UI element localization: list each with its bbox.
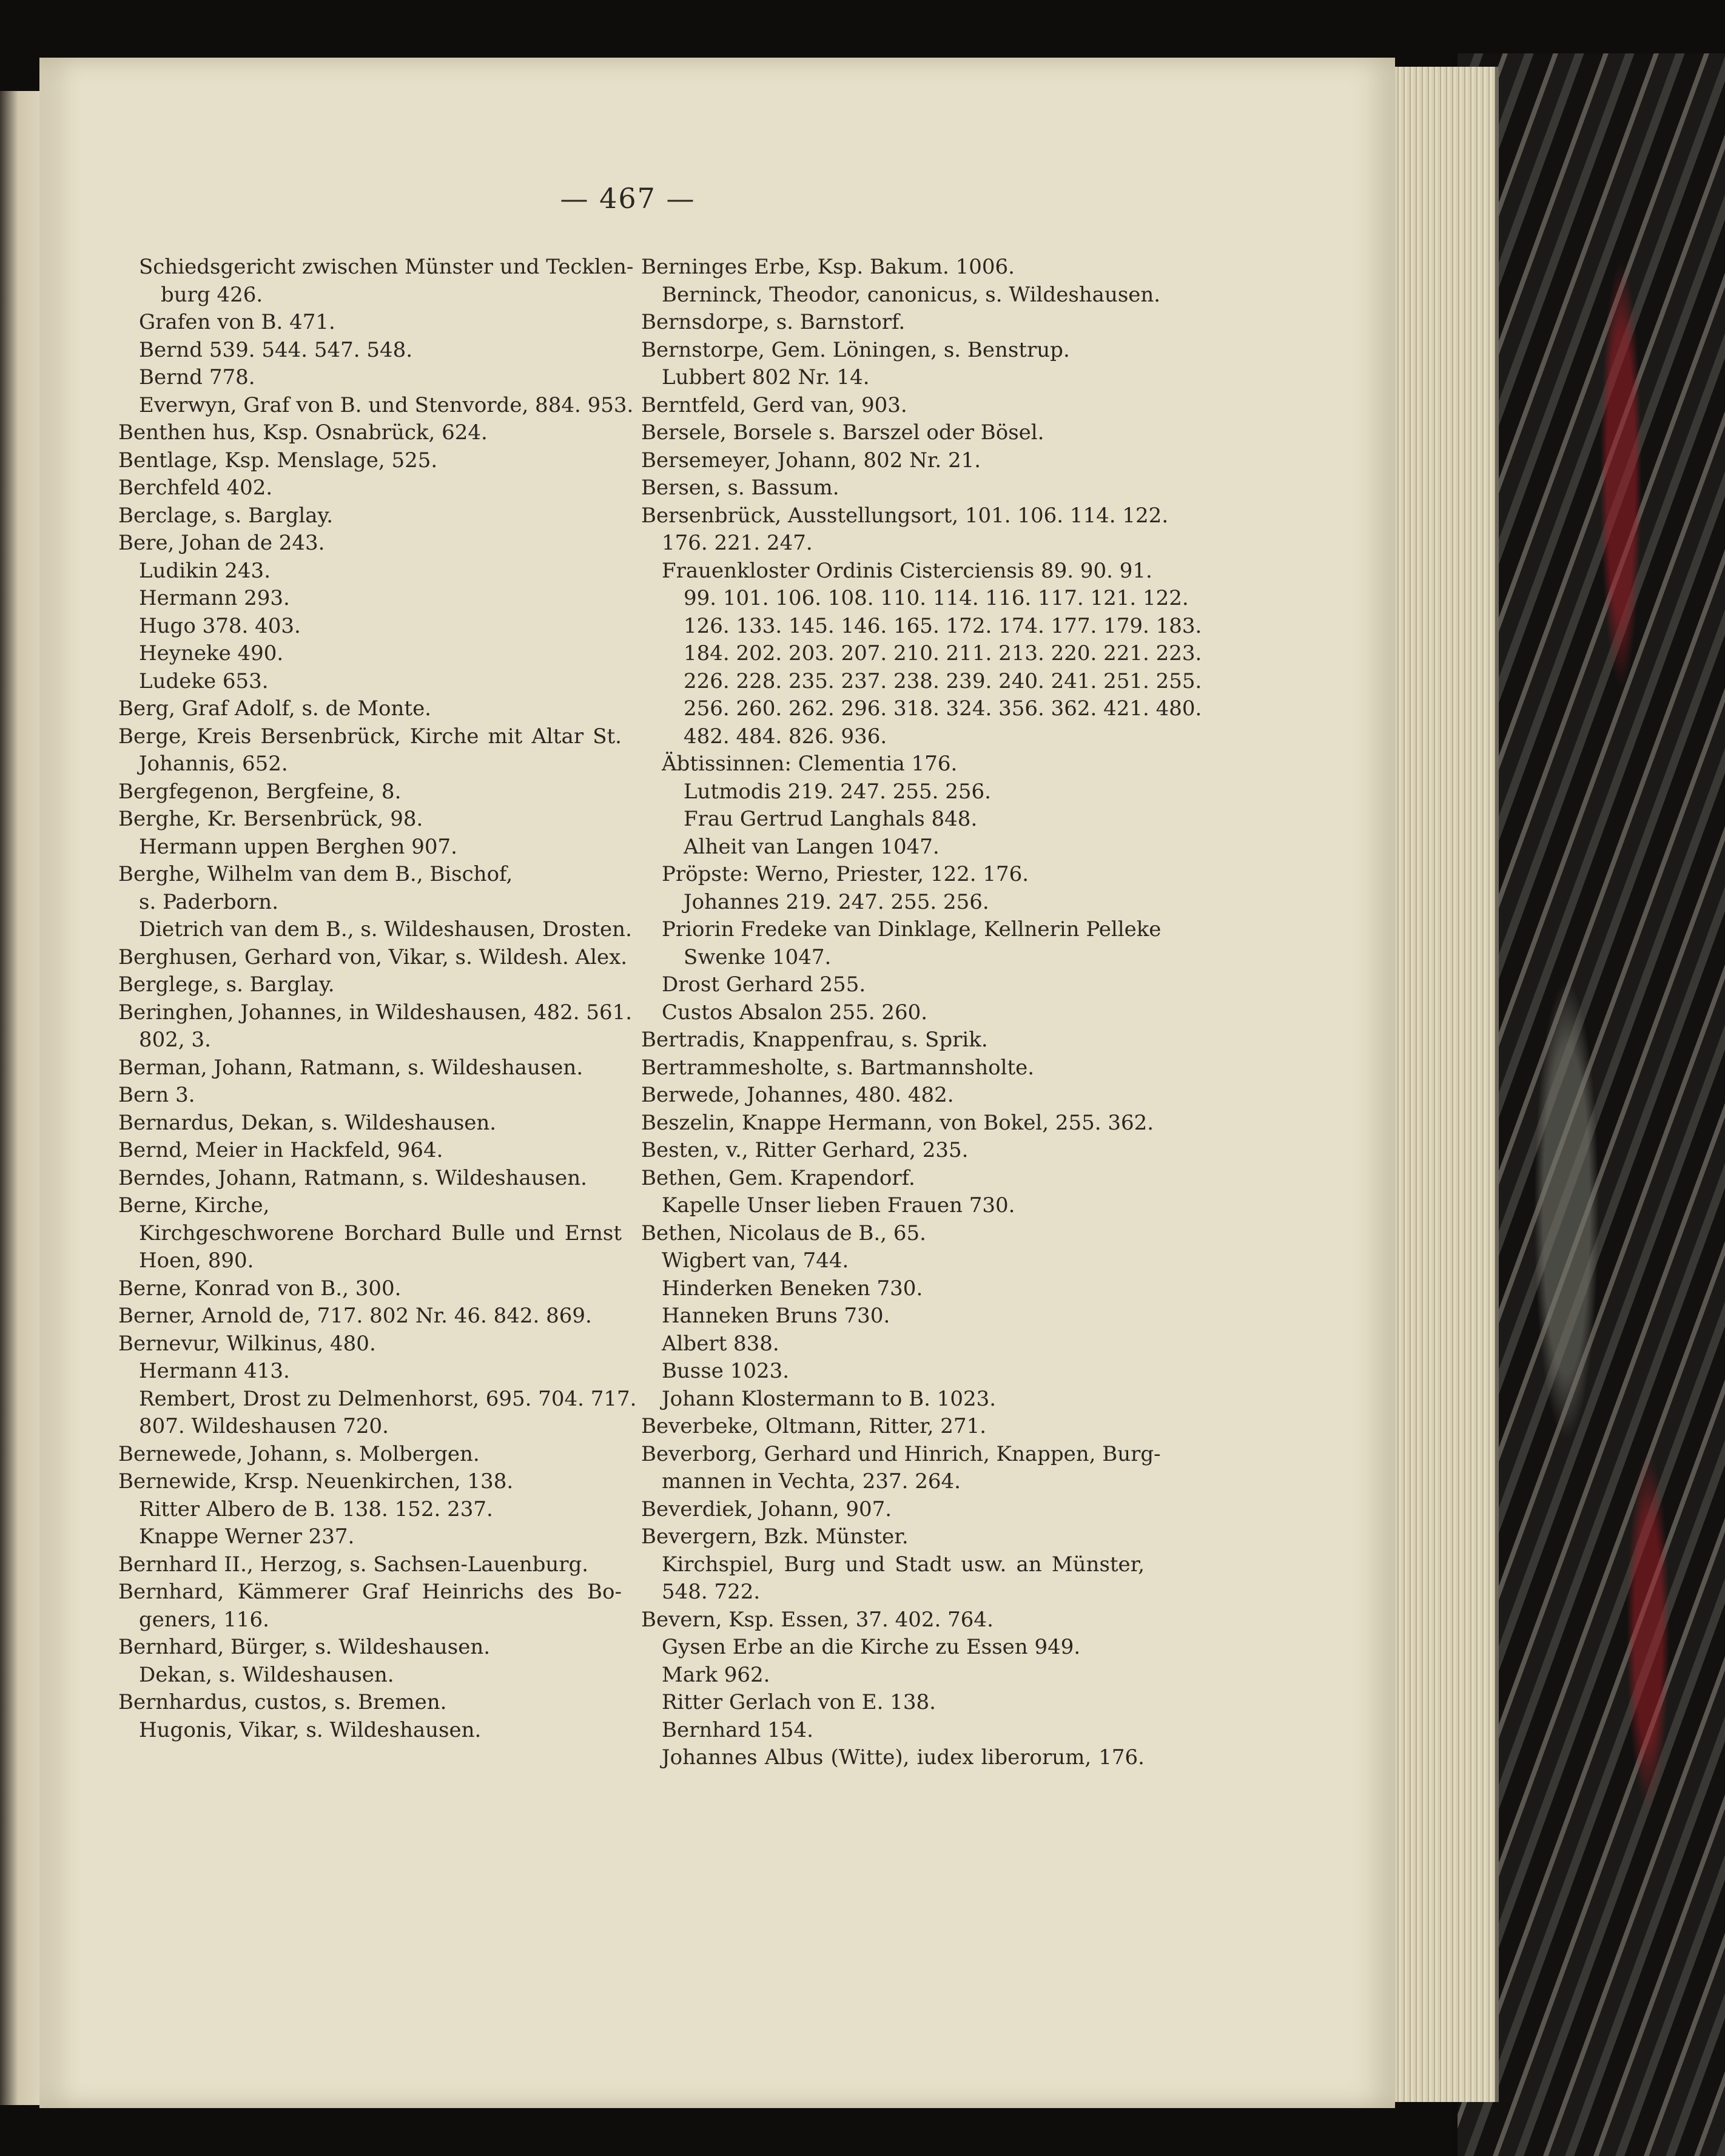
index-entry-line: Kapelle Unser lieben Frauen 730. <box>662 1193 1015 1218</box>
index-entry-line: Bethen, Nicolaus de B., 65. <box>641 1221 926 1245</box>
index-entry-line: Hoen, 890. <box>139 1248 254 1273</box>
index-entry-line: Kirchgeschworene Borchard Bulle und Ernst <box>139 1221 622 1245</box>
index-entry-line: 802, 3. <box>139 1028 211 1052</box>
index-entry-line: Bere, Johan de 243. <box>118 531 325 555</box>
index-entry-line: Bergfegenon, Bergfeine, 8. <box>118 779 402 804</box>
index-entry-line: 548. 722. <box>662 1580 761 1604</box>
index-entry-line: Lubbert 802 Nr. 14. <box>662 365 870 389</box>
index-entry-line: Grafen von B. 471. <box>139 310 335 334</box>
index-entry-line: Bernhard, Bürger, s. Wildeshausen. <box>118 1635 491 1659</box>
index-entry-line: Bertrammesholte, s. Bartmannsholte. <box>641 1055 1035 1080</box>
index-entry-line: Hugo 378. 403. <box>139 613 301 638</box>
index-entry-line: Gysen Erbe an die Kirche zu Essen 949. <box>662 1635 1081 1659</box>
index-entry-line: Berninges Erbe, Ksp. Bakum. 1006. <box>641 255 1015 279</box>
index-entry-line: Hermann 293. <box>139 586 290 610</box>
index-entry-line: Johann Klostermann to B. 1023. <box>662 1386 997 1411</box>
index-entry-line: Berchfeld 402. <box>118 476 273 500</box>
index-entry-line: Hermann uppen Berghen 907. <box>139 834 457 859</box>
index-entry-line: Bersen, s. Bassum. <box>641 476 839 500</box>
index-entry-line: Bernhard, Kämmerer Graf Heinrichs des Bo- <box>118 1580 622 1604</box>
facing-page-edge <box>0 91 45 2105</box>
index-entry-line: Johannis, 652. <box>139 752 288 776</box>
index-entry-line: Rembert, Drost zu Delmenhorst, 695. 704. 717. <box>139 1386 637 1411</box>
index-entry-line: 807. Wildeshausen 720. <box>139 1414 389 1438</box>
index-entry-line: Bernevur, Wilkinus, 480. <box>118 1331 376 1356</box>
index-entry-line: Bernd 778. <box>139 365 255 389</box>
index-entry-line: Berghe, Kr. Bersenbrück, 98. <box>118 807 423 831</box>
index-entry-line: burg 426. <box>161 282 263 307</box>
right-column <box>641 254 1202 1772</box>
index-entry-line: Knappe Werner 237. <box>139 1524 355 1549</box>
index-entry-line: Bersele, Borsele s. Barszel oder Bösel. <box>641 420 1044 445</box>
index-entry-line: Bentlage, Ksp. Menslage, 525. <box>118 448 438 473</box>
index-entry-line: Bertradis, Knappenfrau, s. Sprik. <box>641 1028 988 1052</box>
index-entry-line: Beverdiek, Johann, 907. <box>641 1497 892 1521</box>
index-entry-line: Frauenkloster Ordinis Cisterciensis 89. 90. 91. <box>662 558 1152 583</box>
page-number: — 467 — <box>560 182 696 215</box>
index-entry-line: 99. 101. 106. 108. 110. 114. 116. 117. 121. 122. <box>684 586 1189 610</box>
index-entry-line: Hugonis, Vikar, s. Wildeshausen. <box>139 1717 482 1742</box>
index-entry-line: Johannes 219. 247. 255. 256. <box>684 889 989 914</box>
index-entry-line: Bernhardus, custos, s. Bremen. <box>118 1690 447 1714</box>
index-entry-line: Berntfeld, Gerd van, 903. <box>641 392 907 417</box>
index-entry-line: Bersenbrück, Ausstellungsort, 101. 106. 114. 122. <box>641 503 1169 528</box>
index-entry-line: Berg, Graf Adolf, s. de Monte. <box>118 696 431 721</box>
index-entry-line: Pröpste: Werno, Priester, 122. 176. <box>662 862 1029 886</box>
index-entry-line: Schiedsgericht zwischen Münster und Tecklen- <box>139 255 634 279</box>
index-entry-line: Bernd, Meier in Hackfeld, 964. <box>118 1138 443 1162</box>
index-entry-line: Busse 1023. <box>662 1359 790 1383</box>
index-entry-line: Berner, Arnold de, 717. 802 Nr. 46. 842. 869. <box>118 1304 592 1328</box>
index-entry-line: 256. 260. 262. 296. 318. 324. 356. 362. 421. 480. <box>684 696 1202 721</box>
index-entry-line: Beringhen, Johannes, in Wildeshausen, 482. 561. <box>118 1000 633 1025</box>
index-entry-line: Berndes, Johann, Ratmann, s. Wildeshausen. <box>118 1165 587 1190</box>
index-entry-line: 126. 133. 145. 146. 165. 172. 174. 177. 179. 183. <box>684 613 1202 638</box>
index-entry-line: Bern 3. <box>118 1083 195 1107</box>
index-entry-line: Ritter Gerlach von E. 138. <box>662 1690 936 1714</box>
left-column <box>118 254 637 1744</box>
index-entry-line: Äbtissinnen: Clementia 176. <box>662 752 958 776</box>
index-entry-line: mannen in Vechta, 237. 264. <box>662 1469 961 1494</box>
index-entry-line: Berman, Johann, Ratmann, s. Wildeshausen. <box>118 1055 583 1080</box>
index-entry-line: Benthen hus, Ksp. Osnabrück, 624. <box>118 420 488 445</box>
index-entry-line: Hanneken Bruns 730. <box>662 1304 890 1328</box>
index-entry-line: Bernsdorpe, s. Barnstorf. <box>641 310 906 334</box>
index-entry-line: Custos Absalon 255. 260. <box>662 1000 928 1025</box>
index-entry-line: Alheit van Langen 1047. <box>684 834 940 859</box>
index-entry-line: geners, 116. <box>139 1607 269 1632</box>
index-entry-line: Hermann 413. <box>139 1359 290 1383</box>
index-entry-line: Everwyn, Graf von B. und Stenvorde, 884. 953. <box>139 392 634 417</box>
index-entry-line: Swenke 1047. <box>684 945 832 969</box>
index-entry-line: Berglege, s. Barglay. <box>118 972 335 997</box>
index-entry-line: Bernstorpe, Gem. Löningen, s. Benstrup. <box>641 337 1070 362</box>
index-entry-line: Bevern, Ksp. Essen, 37. 402. 764. <box>641 1607 994 1632</box>
index-entry-line: 176. 221. 247. <box>662 531 813 555</box>
index-entry-line: Berge, Kreis Bersenbrück, Kirche mit Altar St. <box>118 724 622 749</box>
index-entry-line: Bernardus, Dekan, s. Wildeshausen. <box>118 1110 497 1135</box>
index-entry-line: Berninck, Theodor, canonicus, s. Wildeshausen. <box>662 282 1161 307</box>
index-entry-line: Hinderken Beneken 730. <box>662 1276 923 1301</box>
index-entry-line: Beverborg, Gerhard und Hinrich, Knappen, Burg- <box>641 1441 1161 1466</box>
index-entry-line: Berne, Kirche, <box>118 1193 270 1218</box>
index-entry-line: Drost Gerhard 255. <box>662 972 866 997</box>
index-entry-line: Dietrich van dem B., s. Wildeshausen, Drosten. <box>139 917 632 942</box>
index-entry-line: Berwede, Johannes, 480. 482. <box>641 1083 954 1107</box>
index-entry-line: Dekan, s. Wildeshausen. <box>139 1662 394 1687</box>
index-entry-line: Berclage, s. Barglay. <box>118 503 334 528</box>
index-entry-line: Frau Gertrud Langhals 848. <box>684 807 978 831</box>
index-entry-line: 184. 202. 203. 207. 210. 211. 213. 220. 221. 223. <box>684 641 1202 665</box>
index-entry-line: Bernewede, Johann, s. Molbergen. <box>118 1441 480 1466</box>
index-entry-line: s. Paderborn. <box>139 889 279 914</box>
index-entry-line: Bethen, Gem. Krapendorf. <box>641 1165 915 1190</box>
index-entry-line: Wigbert van, 744. <box>662 1248 849 1273</box>
index-entry-line: Besten, v., Ritter Gerhard, 235. <box>641 1138 969 1162</box>
index-entry-line: 482. 484. 826. 936. <box>684 724 887 749</box>
index-entry-line: Bernhard 154. <box>662 1717 813 1742</box>
page-edges <box>1389 67 1499 2102</box>
index-entry-line: Priorin Fredeke van Dinklage, Kellnerin Pelleke <box>662 917 1162 942</box>
index-entry-line: Ritter Albero de B. 138. 152. 237. <box>139 1497 493 1521</box>
index-entry-line: Bernewide, Krsp. Neuenkirchen, 138. <box>118 1469 514 1494</box>
index-entry-line: Heyneke 490. <box>139 641 284 665</box>
index-entry-line: Mark 962. <box>662 1662 770 1687</box>
index-entry-line: Beszelin, Knappe Hermann, von Bokel, 255. 362. <box>641 1110 1154 1135</box>
index-entry-line: Bevergern, Bzk. Münster. <box>641 1524 909 1549</box>
index-entry-line: Beverbeke, Oltmann, Ritter, 271. <box>641 1414 987 1438</box>
index-entry-line: Albert 838. <box>662 1331 779 1356</box>
index-entry-line: Bersemeyer, Johann, 802 Nr. 21. <box>641 448 981 473</box>
index-entry-line: 226. 228. 235. 237. 238. 239. 240. 241. 251. 255. <box>684 669 1202 693</box>
index-entry-line: Johannes Albus (Witte), iudex liberorum, 176. <box>662 1745 1145 1770</box>
index-entry-line: Ludeke 653. <box>139 669 269 693</box>
index-entry-line: Bernd 539. 544. 547. 548. <box>139 337 413 362</box>
index-entry-line: Kirchspiel, Burg und Stadt usw. an Münster, <box>662 1552 1145 1577</box>
index-entry-line: Ludikin 243. <box>139 558 271 583</box>
index-entry-line: Lutmodis 219. 247. 255. 256. <box>684 779 991 804</box>
index-entry-line: Bernhard II., Herzog, s. Sachsen-Lauenburg. <box>118 1552 589 1577</box>
index-entry-line: Berne, Konrad von B., 300. <box>118 1276 402 1301</box>
index-entry-line: Berghe, Wilhelm van dem B., Bischof, <box>118 862 513 886</box>
index-entry-line: Berghusen, Gerhard von, Vikar, s. Wildesh. Alex. <box>118 945 628 969</box>
